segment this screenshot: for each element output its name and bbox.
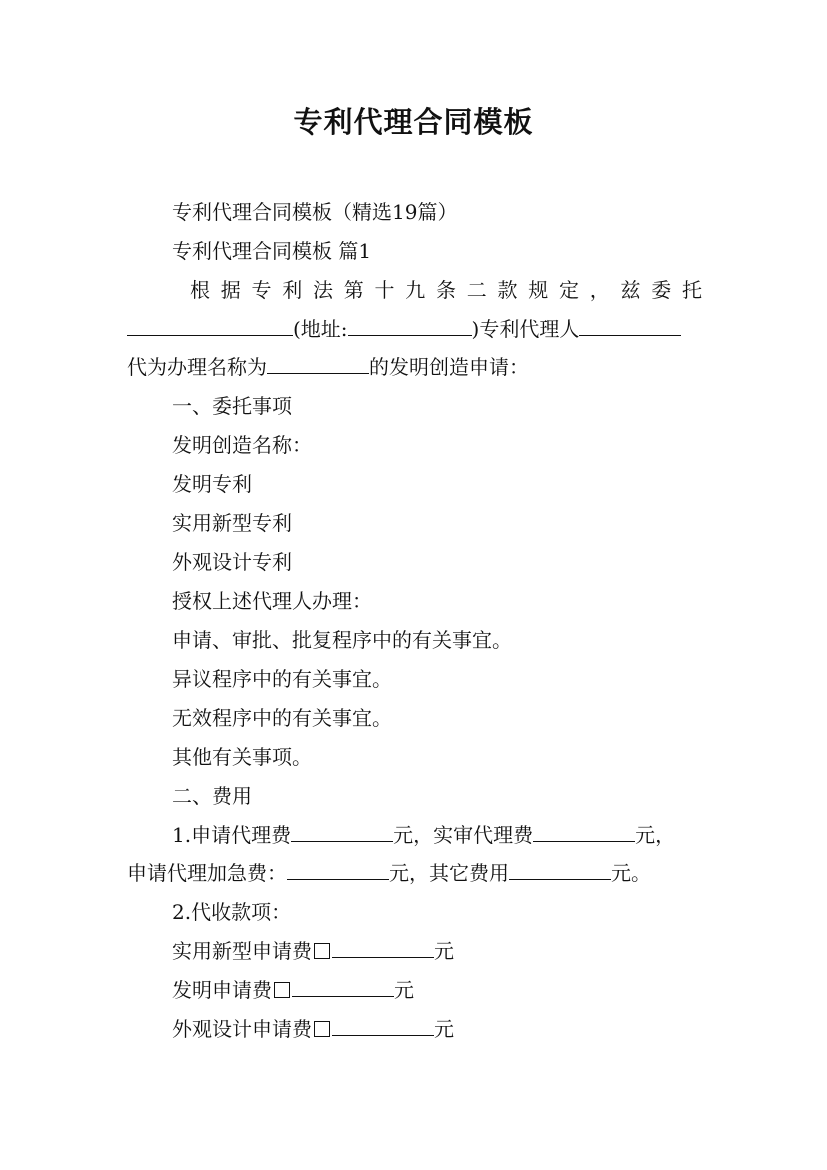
invention-name-label: 发明创造名称： (172, 433, 312, 457)
exam-fee-blank[interactable] (533, 823, 635, 842)
fees-line-1-end: 元， (635, 823, 676, 847)
para1-char: ， (589, 278, 610, 302)
address-blank[interactable] (348, 317, 472, 336)
authorized-item: 无效程序中的有关事宜。 (172, 706, 392, 730)
urgent-fee-blank[interactable] (287, 861, 389, 880)
collection-item-unit: 元 (434, 939, 454, 963)
para1-char: 九 (405, 278, 426, 302)
document-subtitle: 专利代理合同模板（精选19篇） (172, 200, 458, 224)
address-label: (地址: (293, 317, 348, 341)
authorized-item: 申请、审批、批复程序中的有关事宜。 (172, 628, 512, 652)
agent-blank[interactable] (579, 317, 681, 336)
collection-item (172, 978, 414, 1002)
authorized-item: 其他有关事项。 (172, 745, 312, 769)
invention-name-blank[interactable] (267, 355, 369, 374)
collection-item-label: 外观设计申请费 (172, 1017, 312, 1041)
para1-char: 法 (313, 278, 333, 302)
para1-char: 兹 (620, 278, 641, 302)
other-fee-blank[interactable] (509, 861, 611, 880)
checkbox-icon[interactable] (314, 943, 330, 959)
para1-char: 根 (190, 278, 210, 302)
checkbox-icon[interactable] (314, 1021, 330, 1037)
collection-item-blank[interactable] (332, 939, 434, 958)
paragraph-1-line-3 (127, 355, 529, 379)
patent-type-invention: 发明专利 (172, 472, 252, 496)
patent-type-utility: 实用新型专利 (172, 511, 292, 535)
application-fee-label: 1.申请代理费 (172, 823, 292, 847)
name-suffix: 的发明创造申请： (369, 355, 529, 379)
authorize-label: 授权上述代理人办理： (172, 589, 372, 613)
para1-char: 专 (251, 278, 272, 302)
para1-char: 托 (682, 278, 702, 302)
para1-char: 十 (374, 278, 395, 302)
patent-type-design: 外观设计专利 (172, 550, 292, 574)
urgent-fee-label: 申请代理加急费： (127, 861, 287, 885)
para1-char: 条 (436, 278, 456, 302)
other-fee-label: 元，其它费用 (389, 861, 509, 885)
section-2-title: 二、费用 (172, 784, 252, 808)
para1-char: 二 (466, 278, 487, 302)
para1-char: 利 (282, 278, 303, 302)
paragraph-1-line-1 (190, 278, 702, 302)
collection-item (172, 939, 454, 963)
document-title: 专利代理合同模板 (293, 105, 534, 139)
agent-label: )专利代理人 (471, 317, 580, 341)
para1-char: 规 (528, 278, 549, 302)
application-fee-blank[interactable] (291, 823, 393, 842)
collection-item-unit: 元 (434, 1017, 454, 1041)
para1-char: 第 (343, 278, 364, 302)
para1-char: 定 (559, 278, 579, 302)
para1-char: 款 (497, 278, 518, 302)
collection-item-label: 实用新型申请费 (172, 939, 312, 963)
para1-char: 据 (220, 278, 241, 302)
client-blank[interactable] (127, 317, 293, 336)
collection-item (172, 1017, 454, 1041)
paragraph-1-line-2 (127, 317, 681, 341)
section-heading: 专利代理合同模板 篇1 (172, 239, 372, 263)
name-prefix: 代为办理名称为 (127, 355, 267, 379)
authorized-item: 异议程序中的有关事宜。 (172, 667, 392, 691)
fees-line-1 (172, 823, 675, 847)
para1-char: 委 (651, 278, 672, 302)
collection-item-blank[interactable] (292, 978, 394, 997)
fees-line-2-end: 元。 (611, 861, 651, 885)
section-1-title: 一、委托事项 (172, 394, 292, 418)
collection-item-label: 发明申请费 (172, 978, 272, 1002)
checkbox-icon[interactable] (274, 982, 290, 998)
exam-fee-label: 元，实审代理费 (393, 823, 534, 847)
collection-label: 2.代收款项： (172, 900, 292, 924)
collection-item-unit: 元 (394, 978, 414, 1002)
fees-line-2 (127, 861, 651, 885)
collection-item-blank[interactable] (332, 1017, 434, 1036)
